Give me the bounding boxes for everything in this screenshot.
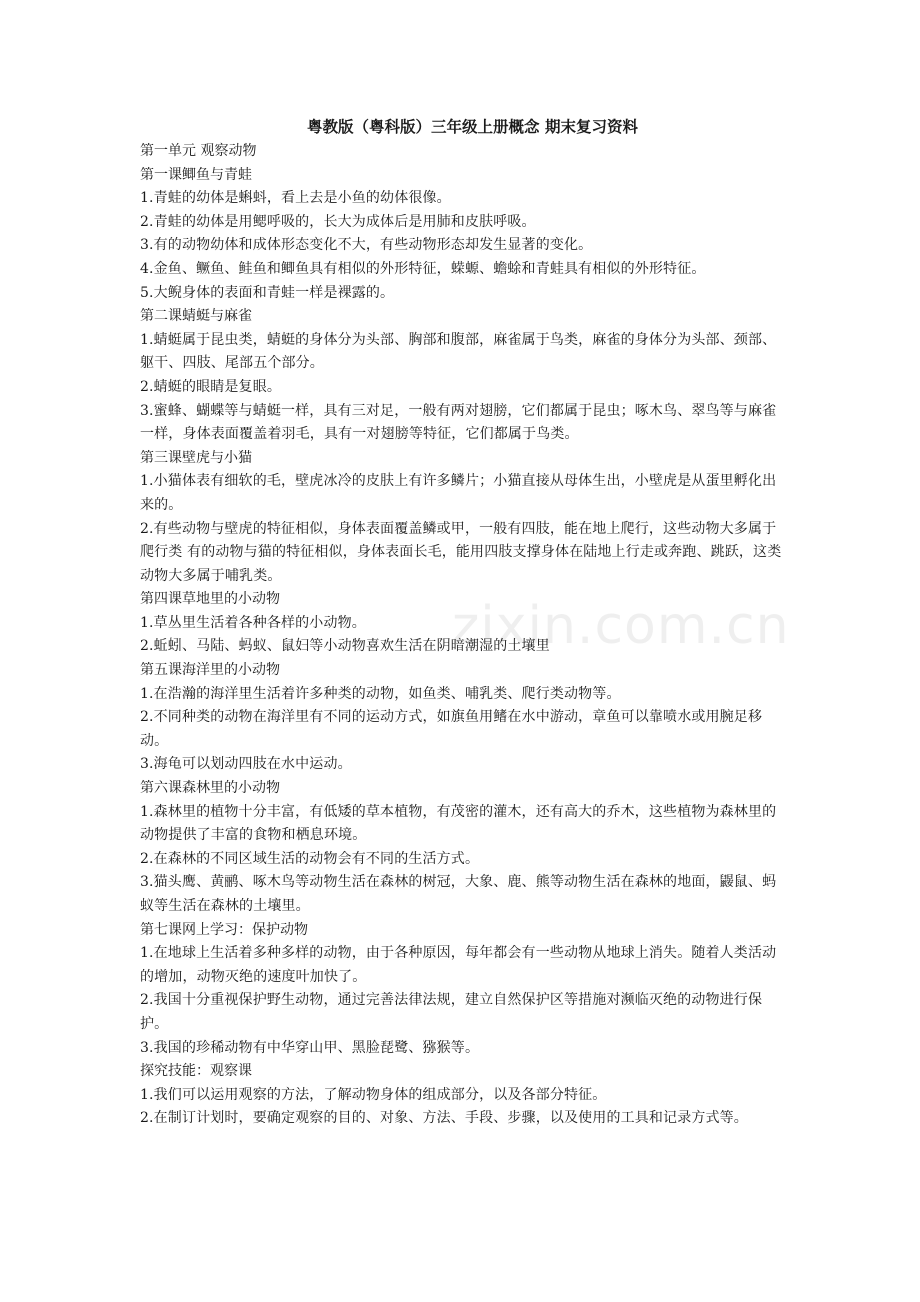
list-item: 3.有的动物幼体和成体形态变化不大，有些动物形态却发生显著的变化。 [140,237,593,254]
section-heading: 第四课草地里的小动物 [140,591,280,608]
document-title: 粤教版（粤科版）三年级上册概念 期末复习资料 [307,118,638,136]
list-item: 2.在森林的不同区域生活的动物会有不同的生活方式。 [140,850,480,867]
section-heading: 第三课壁虎与小猫 [140,449,252,466]
section-heading: 第七课网上学习：保护动物 [140,921,308,938]
list-item: 1.森林里的植物十分丰富，有低矮的草本植物，有茂密的灌木，还有高大的乔木，这些植物为森林里的动物提供了丰富的食物和栖息环境。 [140,803,777,844]
list-item: 2.青蛙的幼体是用鳃呼吸的，长大为成体后是用肺和皮肤呼吸。 [140,213,536,230]
list-item: 1.小猫体表有细软的毛，壁虎冰冷的皮肤上有许多鳞片；小猫直接从母体生出，小壁虎是从蛋里孵化出来的。 [140,473,777,513]
list-item: 1.在浩瀚的海洋里生活着许多种类的动物，如鱼类、哺乳类、爬行类动物等。 [140,685,621,702]
list-item: 2.不同种类的动物在海洋里有不同的运动方式，如旗鱼用鳍在水中游动，章鱼可以靠喷水或用腕足移动。 [140,709,763,749]
list-item: 3.蜜蜂、蝴蝶等与蜻蜓一样，具有三对足，一般有两对翅膀，它们都属于昆虫；啄木鸟、翠鸟等与麻雀一样，身体表面覆盖着羽毛，具有一对翅膀等特征，它们都属于鸟类。 [140,402,777,443]
list-item: 2.在制订计划时，要确定观察的目的、对象、方法、手段、步骤，以及使用的工具和记录方式等。 [140,1110,748,1127]
list-item: 1.我们可以运用观察的方法，了解动物身体的组成部分，以及各部分特征。 [140,1086,607,1103]
list-item: 3.海龟可以划动四肢在水中运动。 [140,756,352,773]
list-item: 2.蚯蚓、马陆、蚂蚁、鼠妇等小动物喜欢生活在阴暗潮湿的土壤里 [140,638,550,655]
section-heading: 第六课森林里的小动物 [140,780,280,797]
watermark-text: zixin.com.cn [452,596,790,656]
list-item: 2.有些动物与壁虎的特征相似，身体表面覆盖鳞或甲，一般有四肢，能在地上爬行，这些动物大多属于爬行类 有的动物与猫的特征相似，身体表面长毛，能用四肢支撑身体在陆地上行走或奔跑、跳跃，这类动物大多属于哺乳类。 [140,520,782,584]
section-heading: 第二课蜻蜓与麻雀 [140,308,252,325]
document-body [140,140,785,1131]
section-heading: 探究技能：观察课 [140,1063,252,1080]
list-item: 3.猫头鹰、黄鹂、啄木鸟等动物生活在森林的树冠，大象、鹿、熊等动物生活在森林的地面，鼹鼠、蚂蚁等生活在森林的土壤里。 [140,874,777,914]
list-item: 1.青蛙的幼体是蝌蚪，看上去是小鱼的幼体很像。 [140,190,451,207]
list-item: 1.蜻蜓属于昆虫类，蜻蜓的身体分为头部、胸部和腹部，麻雀属于鸟类，麻雀的身体分为头部、颈部、躯干、四肢、尾部五个部分。 [140,331,777,372]
section-heading: 第一课鲫鱼与青蛙 [140,166,252,183]
list-item: 4.金鱼、鳜鱼、鲑鱼和鲫鱼具有相似的外形特征，蝾螈、蟾蜍和青蛙具有相似的外形特征。 [140,260,706,277]
list-item: 5.大鲵身体的表面和青蛙一样是裸露的。 [140,284,395,301]
list-item: 2.我国十分重视保护野生动物，通过完善法律法规，建立自然保护区等措施对濒临灭绝的动物进行保护。 [140,992,763,1032]
list-item: 3.我国的珍稀动物有中华穿山甲、黑脸琵鹭、猕猴等。 [140,1039,480,1056]
section-heading: 第五课海洋里的小动物 [140,662,280,679]
list-item: 2.蜻蜓的眼睛是复眼。 [140,378,282,395]
list-item: 1.草丛里生活着各种各样的小动物。 [140,614,366,631]
list-item: 1.在地球上生活着多种多样的动物，由于各种原因，每年都会有一些动物从地球上消失。随着人类活动的增加，动物灭绝的速度叶加快了。 [140,945,777,985]
document-page [140,116,785,1131]
section-heading: 第一单元 观察动物 [140,143,257,159]
